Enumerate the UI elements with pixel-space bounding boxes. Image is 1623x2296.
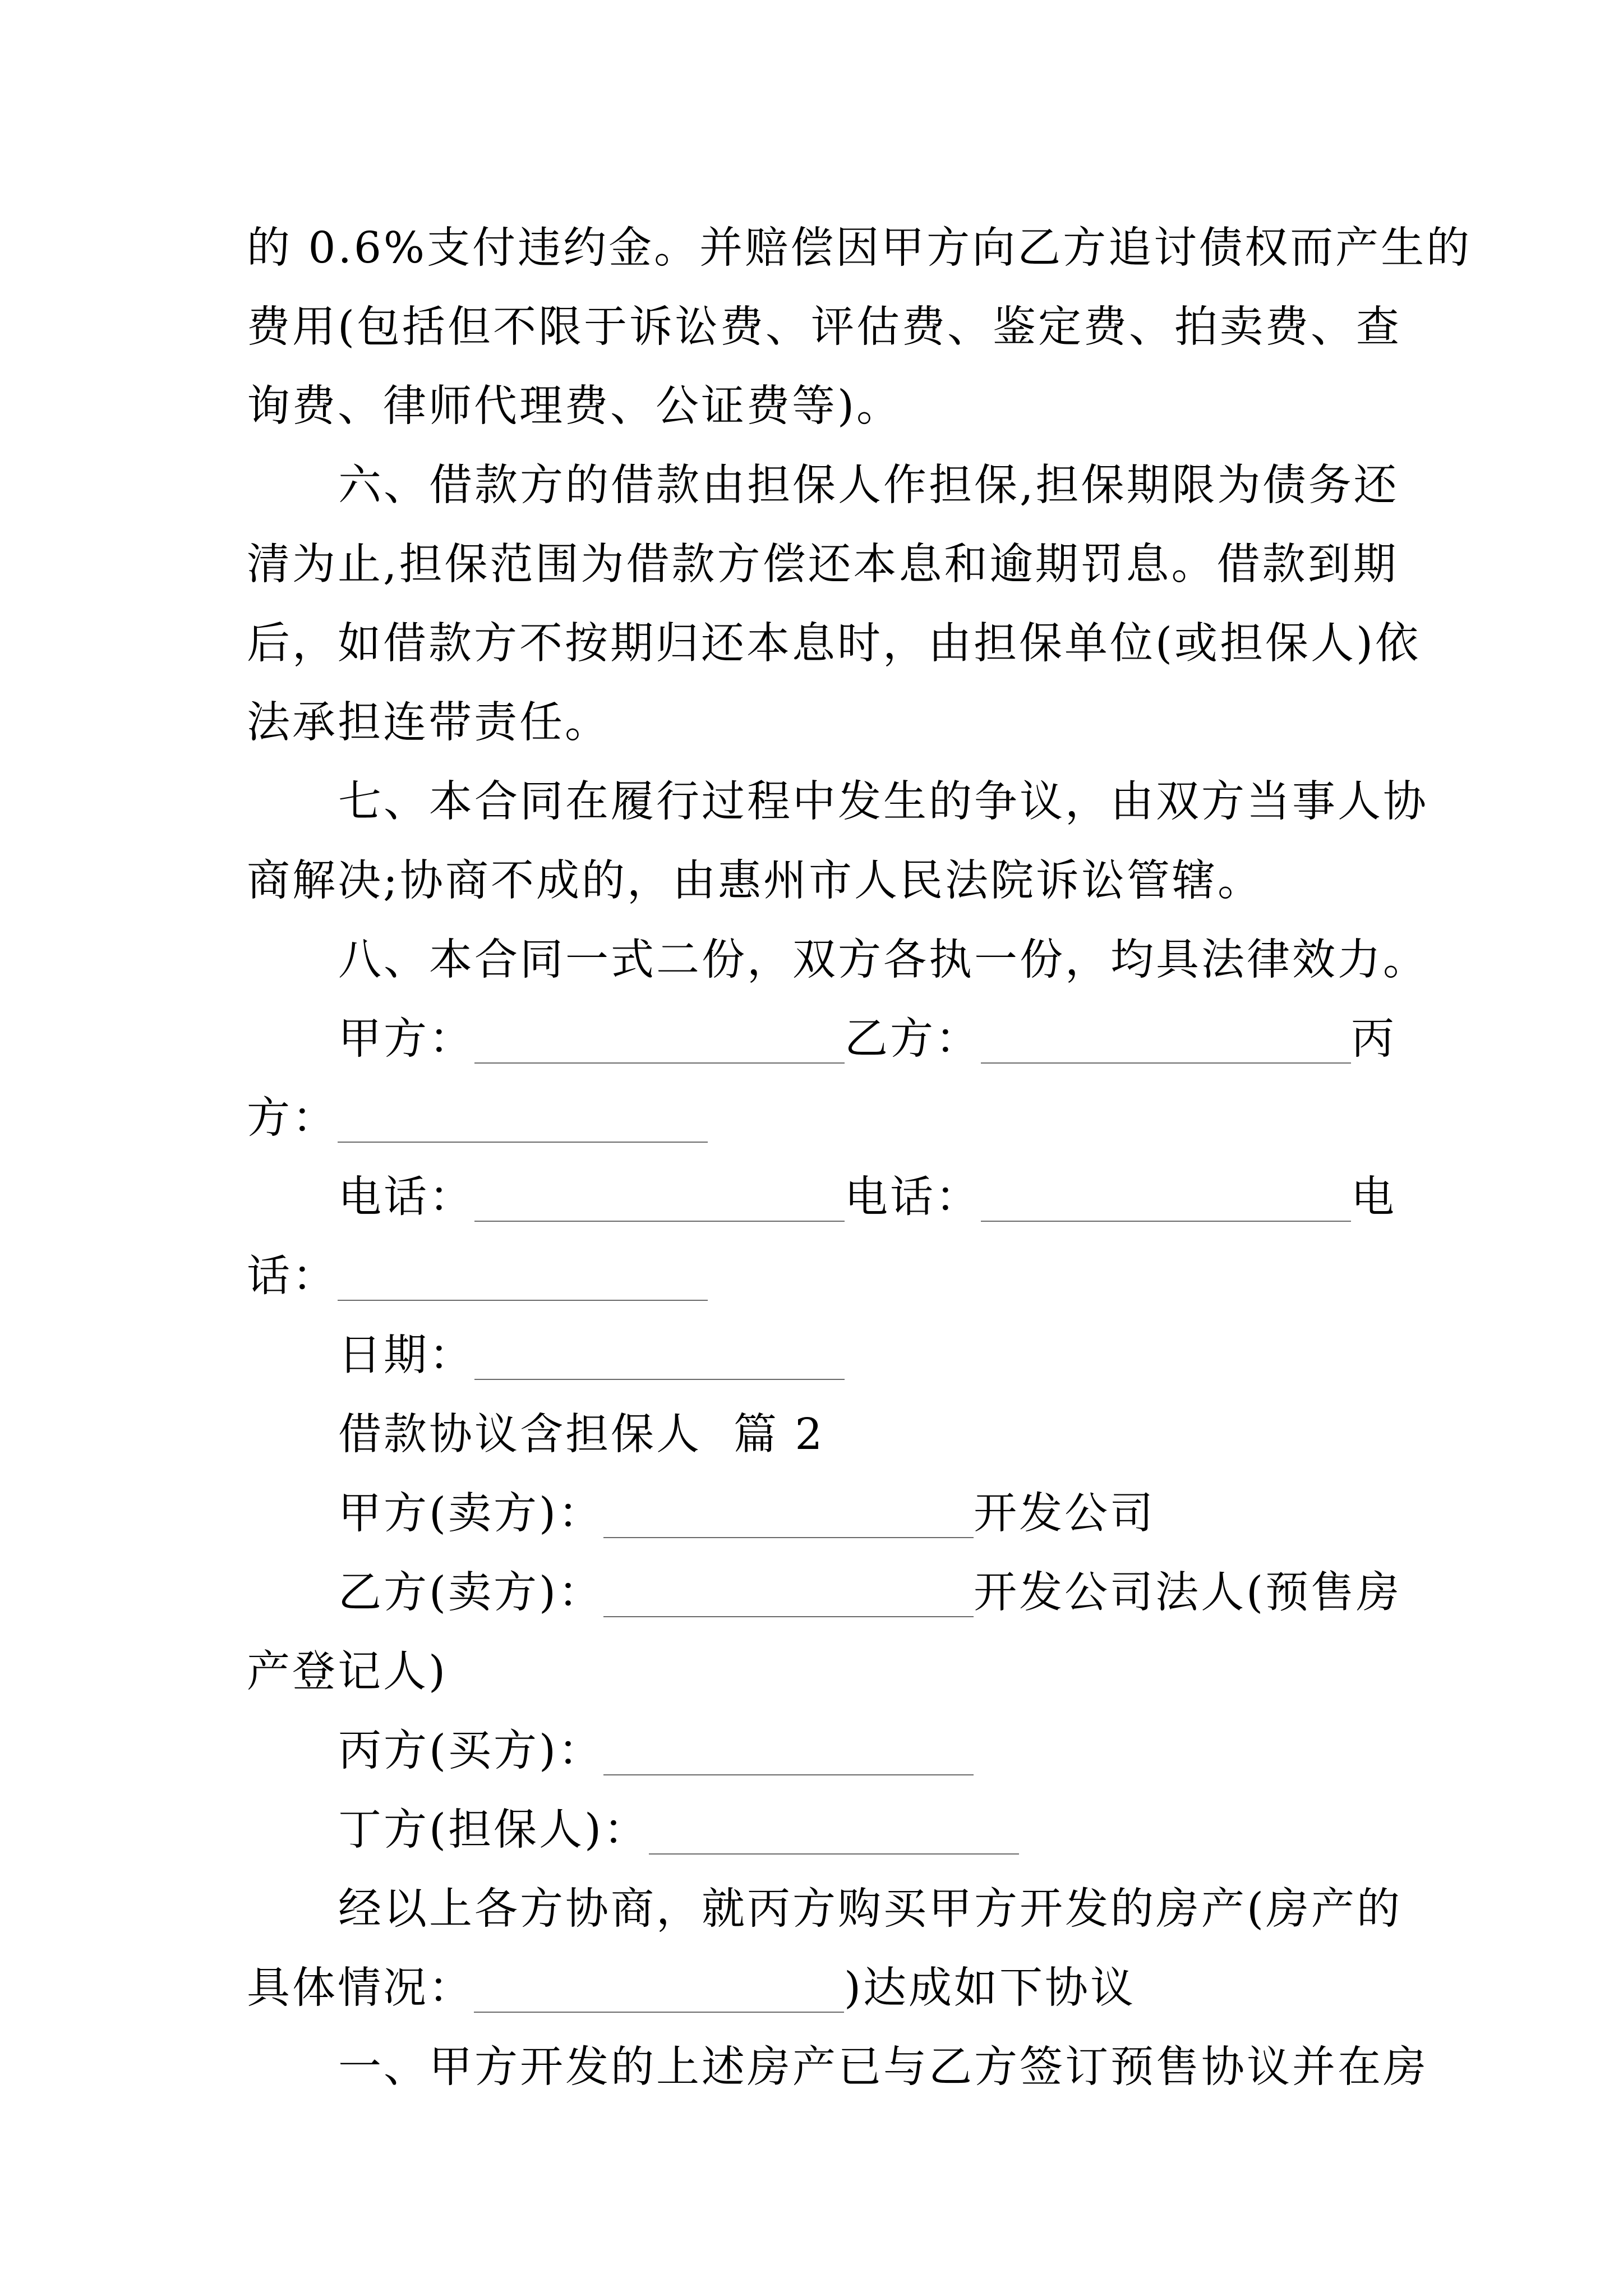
paragraph-line: 的 0.6%支付违约金。并赔偿因甲方向乙方追讨债权而产生的: [247, 223, 1472, 273]
section-2-party-a: [247, 1474, 1391, 1553]
party-c-buyer-label: 丙方(买方)：: [338, 1726, 604, 1776]
party-c-blank: [338, 1142, 708, 1143]
property-details-label: 具体情况：: [247, 1963, 474, 2013]
party-b-label: 乙方：: [845, 1014, 981, 1064]
paragraph-line: 询费、律师代理费、公证费等)。: [247, 381, 902, 431]
agreement-reached-text: )达成如下协议: [844, 1963, 1136, 2013]
signature-parties-row-cont: [247, 1079, 1391, 1158]
section-2-intro: 经以上各方协商，就丙方购买甲方开发的房产(房产的: [338, 1884, 1403, 1934]
signature-parties-row: [247, 1000, 1396, 1079]
party-a-seller-label: 甲方(卖方)：: [338, 1489, 604, 1539]
section-2-party-b-cont: 产登记人): [247, 1647, 448, 1697]
party-c-label-start: 丙: [1351, 1014, 1396, 1064]
party-b-seller-blank: [603, 1616, 974, 1617]
phone-b-label: 电话：: [845, 1172, 981, 1222]
phone-b-blank: [981, 1221, 1351, 1222]
party-a-seller-suffix: 开发公司: [974, 1489, 1156, 1539]
phone-a-blank: [474, 1221, 845, 1222]
party-d-guarantor-blank: [649, 1853, 1019, 1855]
phone-a-label: 电话：: [338, 1172, 474, 1222]
paragraph-line: 法承担连带责任。: [247, 698, 610, 748]
party-b-blank: [981, 1062, 1351, 1064]
paragraph-line: 商解决;协商不成的，由惠州市人民法院诉讼管辖。: [247, 856, 1263, 906]
paragraph-line: 费用(包括但不限于诉讼费、评估费、鉴定费、拍卖费、查: [247, 302, 1402, 352]
phone-c-blank: [338, 1300, 708, 1301]
section-2-intro-cont: [247, 1949, 1391, 2028]
signature-date-row: [247, 1316, 1391, 1395]
property-details-blank: [474, 2012, 844, 2013]
paragraph-line: 清为止,担保范围为借款方偿还本息和逾期罚息。借款到期: [247, 540, 1399, 590]
date-blank: [474, 1379, 845, 1380]
section-2-party-c: [247, 1711, 1391, 1791]
signature-phone-row-cont: [247, 1237, 1391, 1316]
clause-8-line: 八、本合同一式二份，双方各执一份，均具法律效力。: [338, 935, 1428, 985]
party-a-blank: [474, 1062, 845, 1064]
party-c-buyer-blank: [603, 1774, 974, 1775]
section-2-party-d: [247, 1791, 1391, 1870]
document-body: [247, 209, 1472, 2107]
date-label: 日期：: [338, 1331, 474, 1381]
clause-7-line: 七、本合同在履行过程中发生的争议，由双方当事人协: [338, 777, 1428, 827]
party-b-seller-suffix: 开发公司法人(预售房: [974, 1568, 1402, 1618]
party-a-label: 甲方：: [338, 1014, 474, 1064]
party-a-seller-blank: [603, 1537, 974, 1538]
party-c-label-end: 方：: [247, 1093, 338, 1143]
phone-c-label-start: 电: [1351, 1172, 1396, 1222]
section-2-title: 借款协议含担保人 篇 2: [338, 1410, 825, 1460]
section-2-clause-1: 一、甲方开发的上述房产已与乙方签订预售协议并在房: [338, 2042, 1428, 2092]
section-2-party-b: [247, 1553, 1402, 1632]
party-d-guarantor-label: 丁方(担保人)：: [338, 1805, 649, 1855]
signature-phone-row: [247, 1158, 1396, 1237]
phone-c-label-end: 话：: [247, 1251, 338, 1301]
paragraph-line: 后，如借款方不按期归还本息时，由担保单位(或担保人)依: [247, 619, 1421, 669]
clause-6-line: 六、借款方的借款由担保人作担保,担保期限为债务还: [338, 461, 1399, 510]
party-b-seller-label: 乙方(卖方)：: [338, 1568, 604, 1618]
